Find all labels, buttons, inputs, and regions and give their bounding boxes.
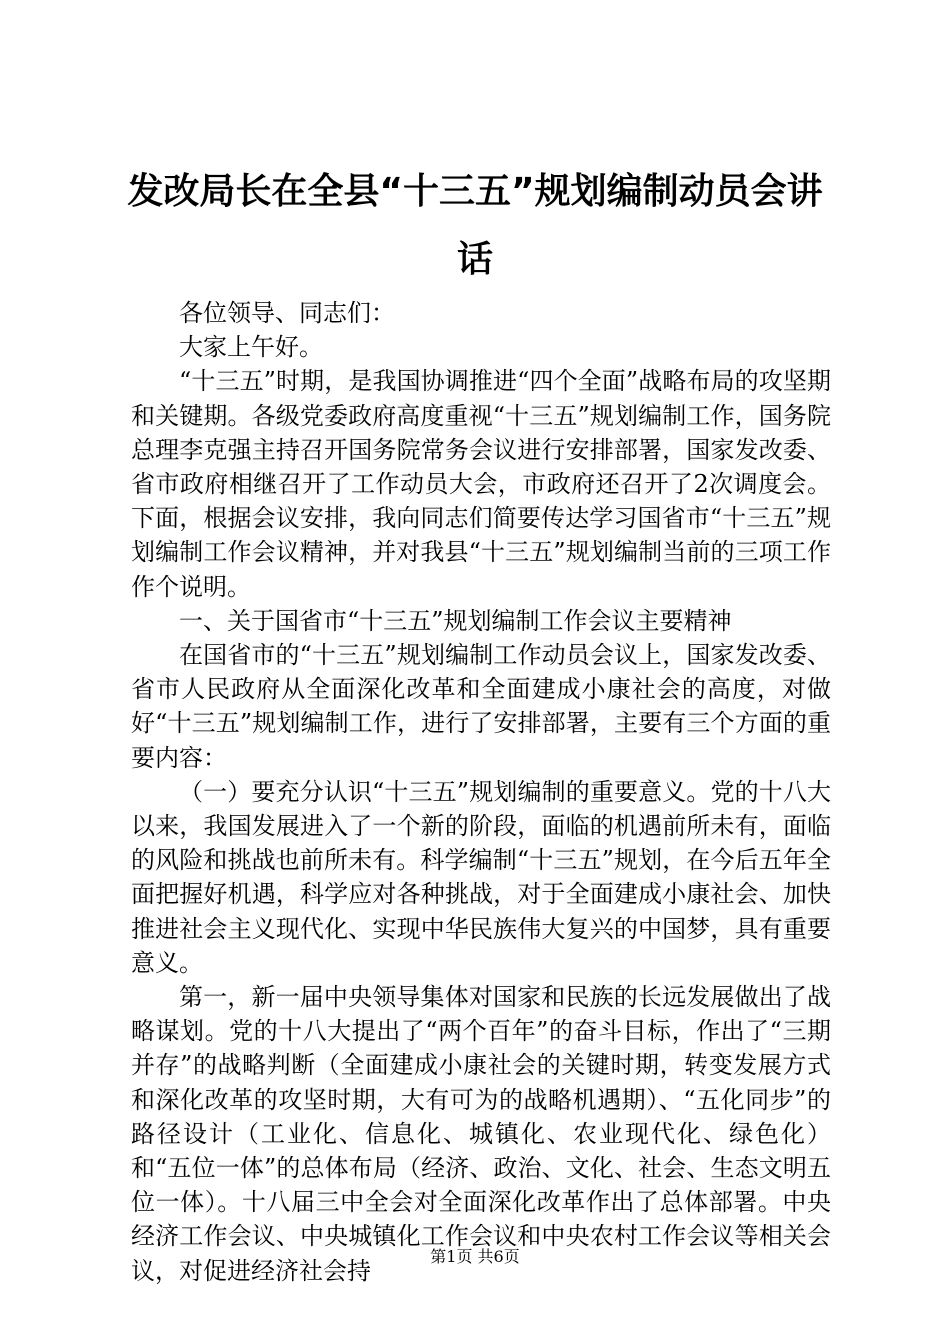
paragraph-subsection-1: （一）要充分认识“十三五”规划编制的重要意义。党的十八大以来，我国发展进入了一个新的阶段，面临的机遇前所未有，面临的风险和挑战也前所未有。科学编制“十三五”规划，在今后五年全面把握好机遇，科学应对各种挑战，对于全面建成小康社会、加快推进社会主义现代化、实现中华民族伟大复兴的中国梦，具有重要意义。 xyxy=(131,777,831,977)
page-footer: 第1页 共6页 xyxy=(430,1247,520,1266)
document-title: 发改局长在全县“十三五”规划编制动员会讲话 xyxy=(127,171,823,280)
paragraph-salutation: 各位领导、同志们： xyxy=(179,299,395,327)
paragraph-intro: “十三五”时期，是我国协调推进“四个全面”战略布局的攻坚期和关键期。各级党委政府高度重视“十三五”规划编制工作，国务院总理李克强主持召开国务院常务会议进行安排部署，国家发改委、省市政府相继召开了工作动员大会，市政府还召开了2次调度会。下面，根据会议安排，我向同志们简要传达学习国省市“十三五”规划编制工作会议精神，并对我县“十三五”规划编制当前的三项工作作个说明。 xyxy=(131,367,831,601)
paragraph-point-1: 第一，新一届中央领导集体对国家和民族的长远发展做出了战略谋划。党的十八大提出了“两个百年”的奋斗目标，作出了“三期并存”的战略判断（全面建成小康社会的关键时期，转变发展方式和深化改革的攻坚时期，大有可为的战略机遇期）、“五化同步”的路径设计（工业化、信息化、城镇化、农业现代化、绿色化）和“五位一体”的总体布局（经济、政治、文化、社会、生态文明五位一体）。十八届三中全会对全面深化改革作出了总体部署。中央经济工作会议、中央城镇化工作会议和中央农村工作会议等相关会议，对促进经济社会持 xyxy=(131,983,831,1285)
paragraph-section-1: 在国省市的“十三五”规划编制工作动员会议上，国家发改委、省市人民政府从全面深化改革和全面建成小康社会的高度，对做好“十三五”规划编制工作，进行了安排部署，主要有三个方面的重要内容： xyxy=(131,641,831,772)
paragraph-greeting: 大家上午好。 xyxy=(179,333,323,362)
section-heading-1: 一、关于国省市“十三五”规划编制工作会议主要精神 xyxy=(179,606,732,635)
document-body xyxy=(131,296,831,1288)
